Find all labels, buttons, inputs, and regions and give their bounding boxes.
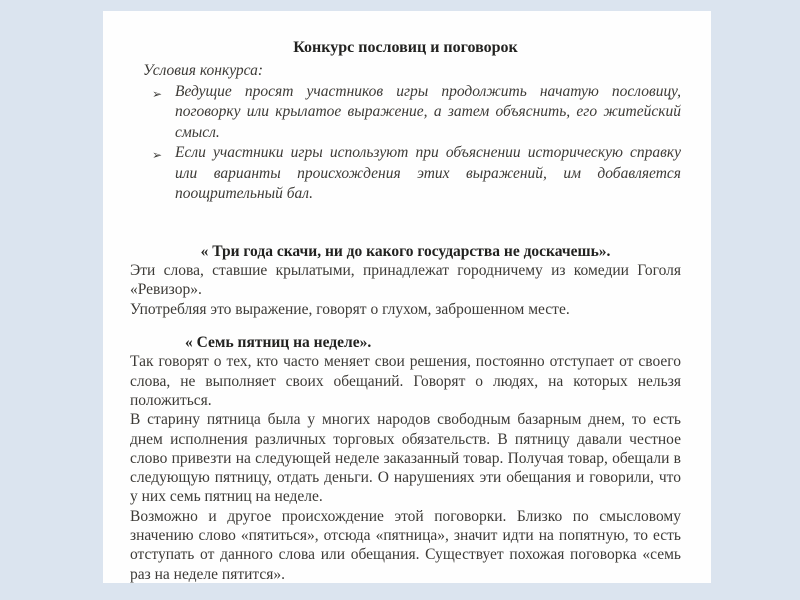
paragraph: В старину пятница была у многих народов свободным базарным днем, то есть днем исполнения различных торговых обязательств. В пятницу давали честное слово привезти на следующей неделе заказанный товар. Получая товар, обещали в следующую пятницу, отдать деньги. О нарушениях эти обещания и говорили, что у них семь пятниц на неделе.	[130, 411, 681, 506]
arrow-bullet-icon: ➢	[152, 86, 163, 101]
document-page	[103, 11, 711, 583]
list-item-text: Если участники игры используют при объяснении историческую справку или варианты происхождения этих выражений, им добавляется поощрительный бал.	[175, 144, 681, 202]
list-item-text: Ведущие просят участников игры продолжить начатую пословицу, поговорку или крылатое выражение, а затем объяснить, его житейский смысл.	[175, 82, 681, 141]
paragraph: Возможно и другое происхождение этой поговорки. Близко по смысловому значению слово «пятиться», отсюда «пятница», значит идти на попятную, то есть отступать от данного слова или обещания. Существует похожая поговорка «семь раз на неделе пятится».	[130, 507, 681, 583]
paragraph: Так говорят о тех, кто часто меняет свои решения, постоянно отступает от своего слова, не выполняет своих обещаний. Говорят о людях, на которых нельзя положиться.	[130, 353, 681, 409]
proverb-heading-three-years: « Три года скачи, ни до какого государства не доскачешь».	[200, 242, 611, 260]
paragraph: Эти слова, ставшие крылатыми, принадлежат городничему из комедии Гоголя «Ревизор».	[130, 262, 681, 299]
arrow-bullet-icon: ➢	[152, 148, 163, 162]
conditions-label: Условия конкурса:	[143, 62, 264, 79]
list-item	[152, 82, 681, 144]
paragraph: Употребляя это выражение, говорят о глухом, заброшенном месте.	[130, 300, 570, 318]
list-item	[152, 143, 681, 205]
document-title: Конкурс пословиц и поговорок	[293, 39, 518, 56]
proverb-heading-seven-fridays: « Семь пятниц на неделе».	[185, 333, 372, 351]
